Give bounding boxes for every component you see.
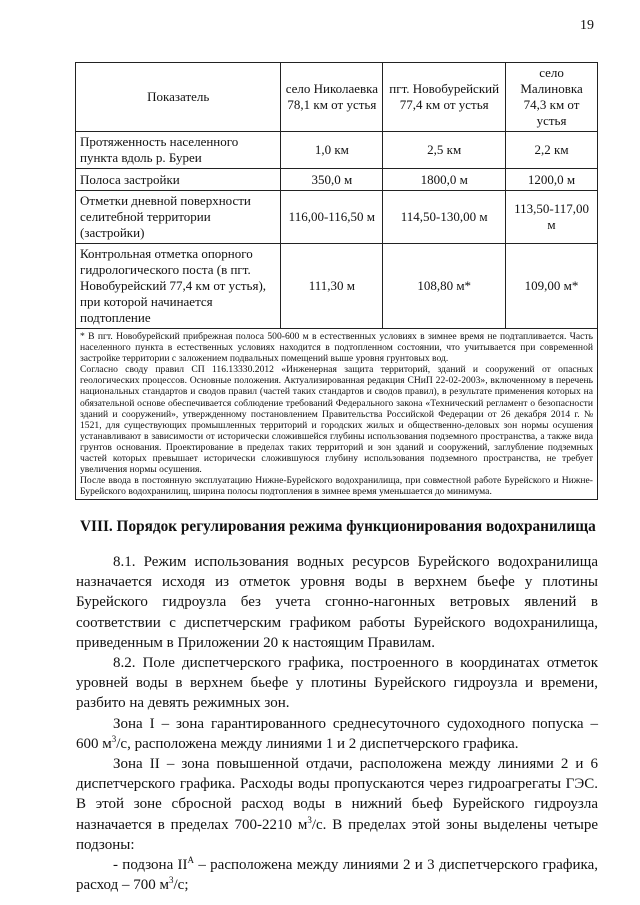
paragraph-8-1: 8.1. Режим использования водных ресурсов Бурейского водохранилища назначается исходя из отметок уровня воды в верхнем бьефе у плотины Бурейского гидроузла без учета сгонно-нагонных ветровых явлений в соответствии с диспетчерским графиком работы Бурейского водохранилища, приведенным в Приложении 20 к настоящим Правилам. (76, 554, 598, 651)
table-cell: 116,00-116,50 м (281, 191, 383, 244)
table-header-cell: пгт. Новобурейский 77,4 км от устья (383, 63, 506, 132)
table-row (76, 191, 598, 244)
row-label: Контрольная отметка опорного гидрологического поста (в пгт. Новобурейский 77,4 км от устья), при которой начинается подтопление (76, 244, 281, 329)
note-reservoir: После ввода в постоянную эксплуатацию Нижне-Бурейского водохранилища, при совместной работе Бурейского и Нижне-Бурейского водохранилищ, ширина полосы подтопления в зимнее время уменьшается до минимума. (80, 475, 593, 498)
row-label: Полоса застройки (76, 169, 281, 191)
row-label: Отметки дневной поверхности селитебной территории (застройки) (76, 191, 281, 244)
table-cell: 350,0 м (281, 169, 383, 191)
paragraph-subzone-2a: - подзона $II^А$ – расположена между линиями 2 и 3 диспетчерского графика, расход – 700 $м^3/с$; (76, 855, 599, 894)
table-cell: 1800,0 м (383, 169, 506, 191)
table-cell: 114,50-130,00 м (383, 191, 506, 244)
table-row (76, 169, 598, 191)
paragraph-zone-1: Зона I – зона гарантированного среднесуточного судоходного попуска – 600 $м^3/с$, расположена между линиями 1 и 2 диспетчерского графика. (76, 715, 598, 752)
table-cell: 2,2 км (506, 132, 598, 169)
table-cell: 109,00 м* (506, 244, 598, 329)
table-cell: 2,5 км (383, 132, 506, 169)
paragraph-8-2: 8.2. Поле диспетчерского графика, построенного в координатах отметок уровней воды в верхнем бьефе у плотины Бурейского гидроузла и времени, разбито на девять режимных зон. (76, 655, 598, 712)
table-cell: 113,50-117,00 м (506, 191, 598, 244)
page-number: 19 (580, 18, 594, 33)
table-row (76, 132, 598, 169)
note-sp: Согласно своду правил СП 116.13330.2012 «Инженерная защита территорий, зданий и сооружений от опасных геологических процессов. Основные положения. Актуализированная редакция СНиП 22-02-2003», включенному в перечень национальных стандартов и сводов правил (частей таких стандартов и сводов правил), в результате применения которых на обязательной основе обеспечивается соблюдение требований Федерального закона «Технический регламент о безопасности зданий и сооружений», утвержденному постановлением Правительства Российской Федерации от 26 декабря 2014 г. № 1521, для существующих промышленных территорий и городских жилых и общественно-деловых зон нормы осушения устанавливают в зависимости от исторически сложившейся глубины использования подземного пространства, а также вида грунтов основания. Проектирование в пределах таких территорий и зон зданий и сооружений, заглубление подземных частей которых превышает исторически сложившуюся глубину использования подземного пространства, не требует увеличения нормы осушения. (80, 364, 593, 476)
table-cell: 1,0 км (281, 132, 383, 169)
table-header-cell: село Малиновка 74,3 км от устья (506, 63, 598, 132)
table-row (76, 244, 598, 329)
table-cell: 108,80 м* (383, 244, 506, 329)
paragraph-zone-2: Зона II – зона повышенной отдачи, расположена между линиями 2 и 6 диспетчерского графика. Расходы воды пропускаются через гидроагрегаты ГЭС. В этой зоне сбросной расход воды в нижний бьеф Бурейского гидроузла назначается в пределах 700-2210 $м^3/с$. В пределах этой зоны выделены четыре подзоны: (76, 756, 598, 853)
table-header-cell: Показатель (76, 63, 281, 132)
row-label: Протяженность населенного пункта вдоль р. Буреи (76, 132, 281, 169)
table-header-row (76, 63, 598, 132)
note-asterisk: * В пгт. Новобурейский прибрежная полоса 500-600 м в естественных условиях в зимнее время не подтапливается. Часть населенного пункта в естественных условиях находится в подтопленном состоянии, что учитывается при современной застройке территории с заложением подвальных помещений выше уровня грунтовых вод. (80, 331, 593, 365)
table-notes-row (76, 329, 598, 500)
table-header-cell: село Николаевка 78,1 км от устья (281, 63, 383, 132)
section-body (76, 552, 598, 895)
table-cell: 1200,0 м (506, 169, 598, 191)
table-cell: 111,30 м (281, 244, 383, 329)
indicators-table (75, 62, 598, 500)
table-notes (76, 329, 598, 500)
section-title: VIII. Порядок регулирования режима функционирования водохранилища (80, 518, 596, 535)
